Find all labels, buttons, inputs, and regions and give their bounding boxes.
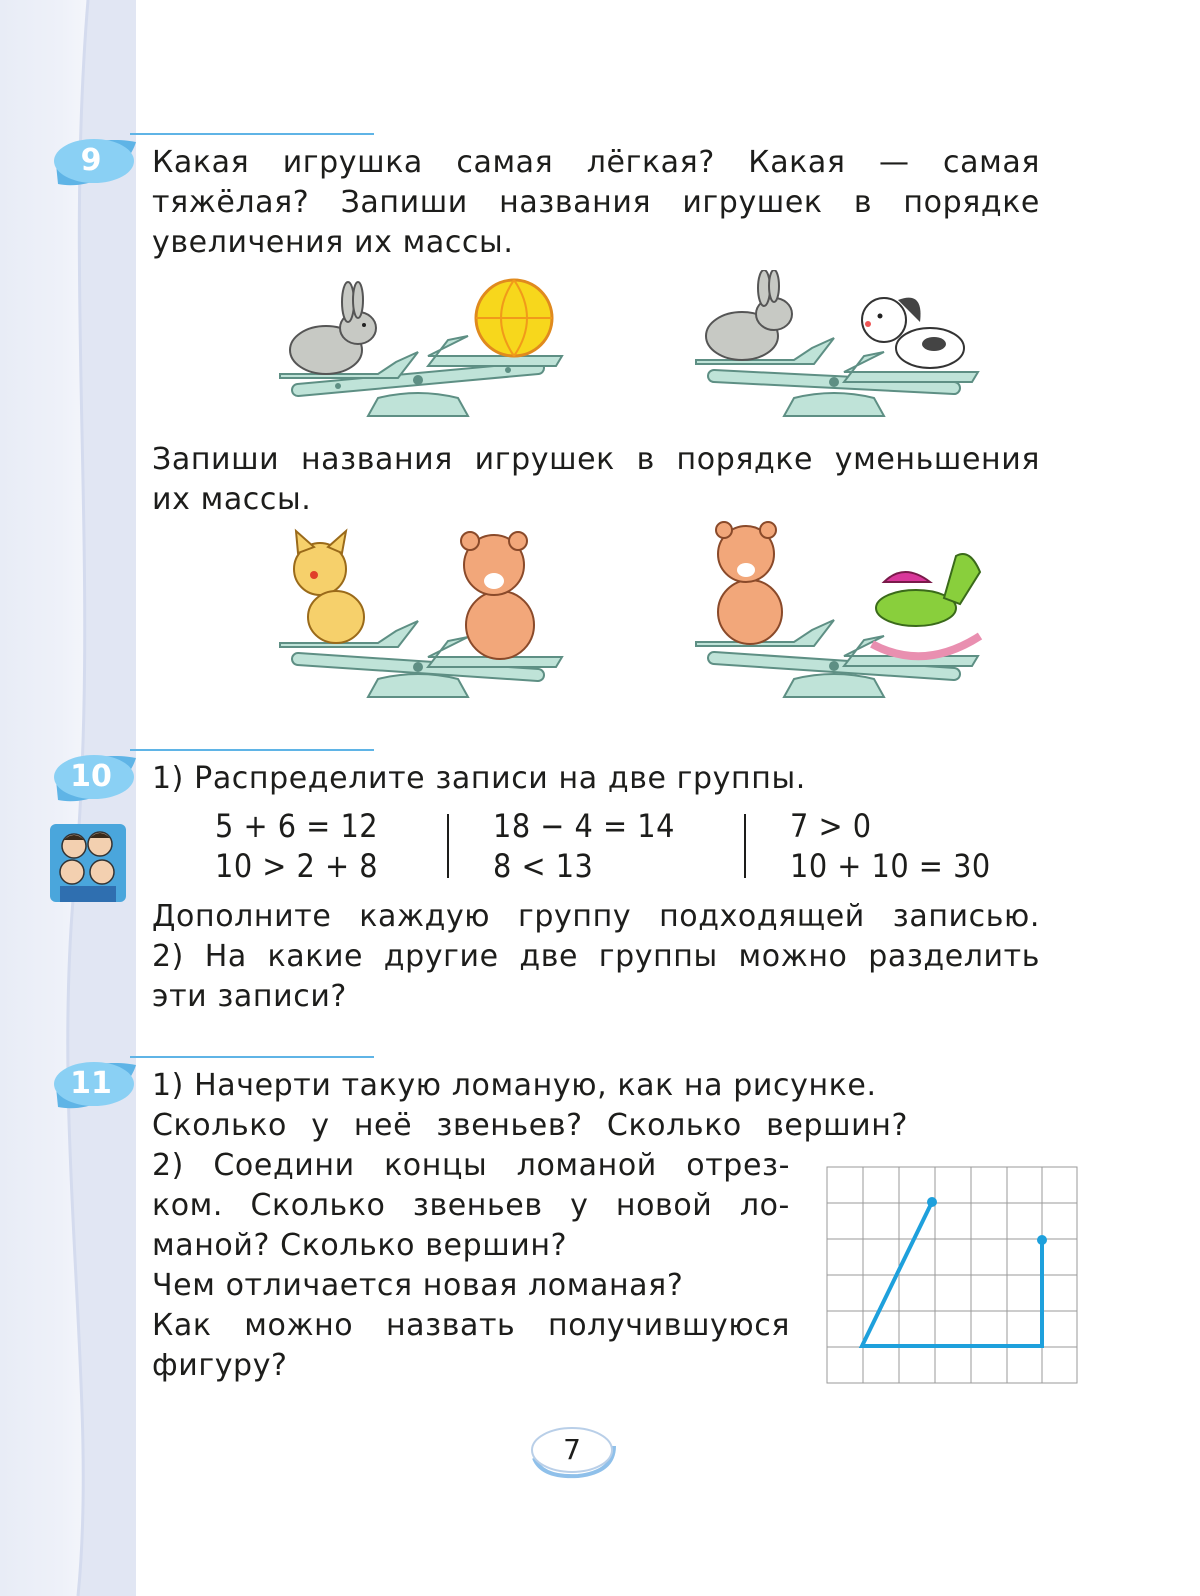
task-9-text-line-4: Запиши названия игрушек в порядке уменьшения — [152, 442, 1040, 477]
polyline-grid-figure — [826, 1166, 1078, 1384]
cat-icon — [294, 531, 364, 643]
task-10-text-line-2: Дополните каждую группу подходящей записью. — [152, 899, 1040, 934]
group-2-expr-1: 18 − 4 = 14 — [493, 807, 675, 845]
group-2-expr-2: 8 < 13 — [493, 847, 594, 885]
bear-icon — [716, 522, 782, 644]
group-1-expr-2: 10 > 2 + 8 — [215, 847, 379, 885]
task-10-number-wrap — [46, 750, 136, 804]
ball-icon — [476, 280, 552, 356]
column-divider — [447, 814, 449, 878]
children-icon — [50, 824, 126, 902]
rabbit-icon — [706, 270, 792, 360]
group-1-expr-1: 5 + 6 = 12 — [215, 807, 379, 845]
bear-icon — [461, 532, 534, 659]
task-11-text-line-5: маной? Сколько вершин? — [152, 1228, 568, 1263]
polyline-endpoint — [927, 1197, 937, 1207]
task-10-text-line-4: эти записи? — [152, 979, 347, 1014]
task-11-text-line-2: Сколько у неё звеньев? Сколько вершин? — [152, 1108, 908, 1143]
task-11-text-line-6: Чем отличается новая ломаная? — [152, 1268, 684, 1303]
rocking-horse-icon — [872, 554, 980, 656]
task-10-rule — [130, 749, 374, 751]
scale-rabbit-ball — [278, 270, 570, 430]
group-3-expr-2: 10 + 10 = 30 — [790, 847, 991, 885]
task-9-text-line-5: их массы. — [152, 482, 312, 517]
scale-rabbit-dog — [694, 270, 986, 430]
grid — [827, 1167, 1077, 1383]
task-10-text-line-1: 1) Распределите записи на две группы. — [152, 761, 806, 796]
page-number-badge — [528, 1424, 616, 1480]
scale-cat-bear — [278, 525, 570, 710]
task-9-number-wrap — [46, 134, 136, 188]
task-11-text-line-8: фигуру? — [152, 1348, 288, 1383]
task-9-rule — [130, 133, 374, 135]
task-11-rule — [130, 1056, 374, 1058]
scale-bear-horse — [694, 512, 986, 710]
rabbit-icon — [290, 282, 376, 374]
task-11-text-line-3: 2) Соедини концы ломаной отрез- — [152, 1148, 790, 1183]
task-9-text-line-1: Какая игрушка самая лёгкая? Какая — самая — [152, 145, 1040, 180]
task-11-number-wrap — [46, 1057, 136, 1111]
dog-icon — [862, 298, 964, 368]
task-9-text-line-2: тяжёлая? Запиши названия игрушек в порядке — [152, 185, 1040, 220]
task-9-text-line-3: увеличения их массы. — [152, 225, 514, 260]
page-number: 7 — [563, 1433, 581, 1466]
task-11-number: 11 — [70, 1066, 112, 1101]
group-3-expr-1: 7 > 0 — [790, 807, 872, 845]
polyline-endpoint — [1037, 1235, 1047, 1245]
column-divider — [744, 814, 746, 878]
task-10-number: 10 — [70, 759, 112, 794]
task-11-text-line-1: 1) Начерти такую ломаную, как на рисунке. — [152, 1068, 877, 1103]
task-9-number: 9 — [80, 143, 102, 178]
task-10-text-line-3: 2) На какие другие две группы можно разделить — [152, 939, 1040, 974]
task-11-text-line-7: Как можно назвать получившуюся — [152, 1308, 790, 1343]
task-11-text-line-4: ком. Сколько звеньев у новой ло- — [152, 1188, 790, 1223]
